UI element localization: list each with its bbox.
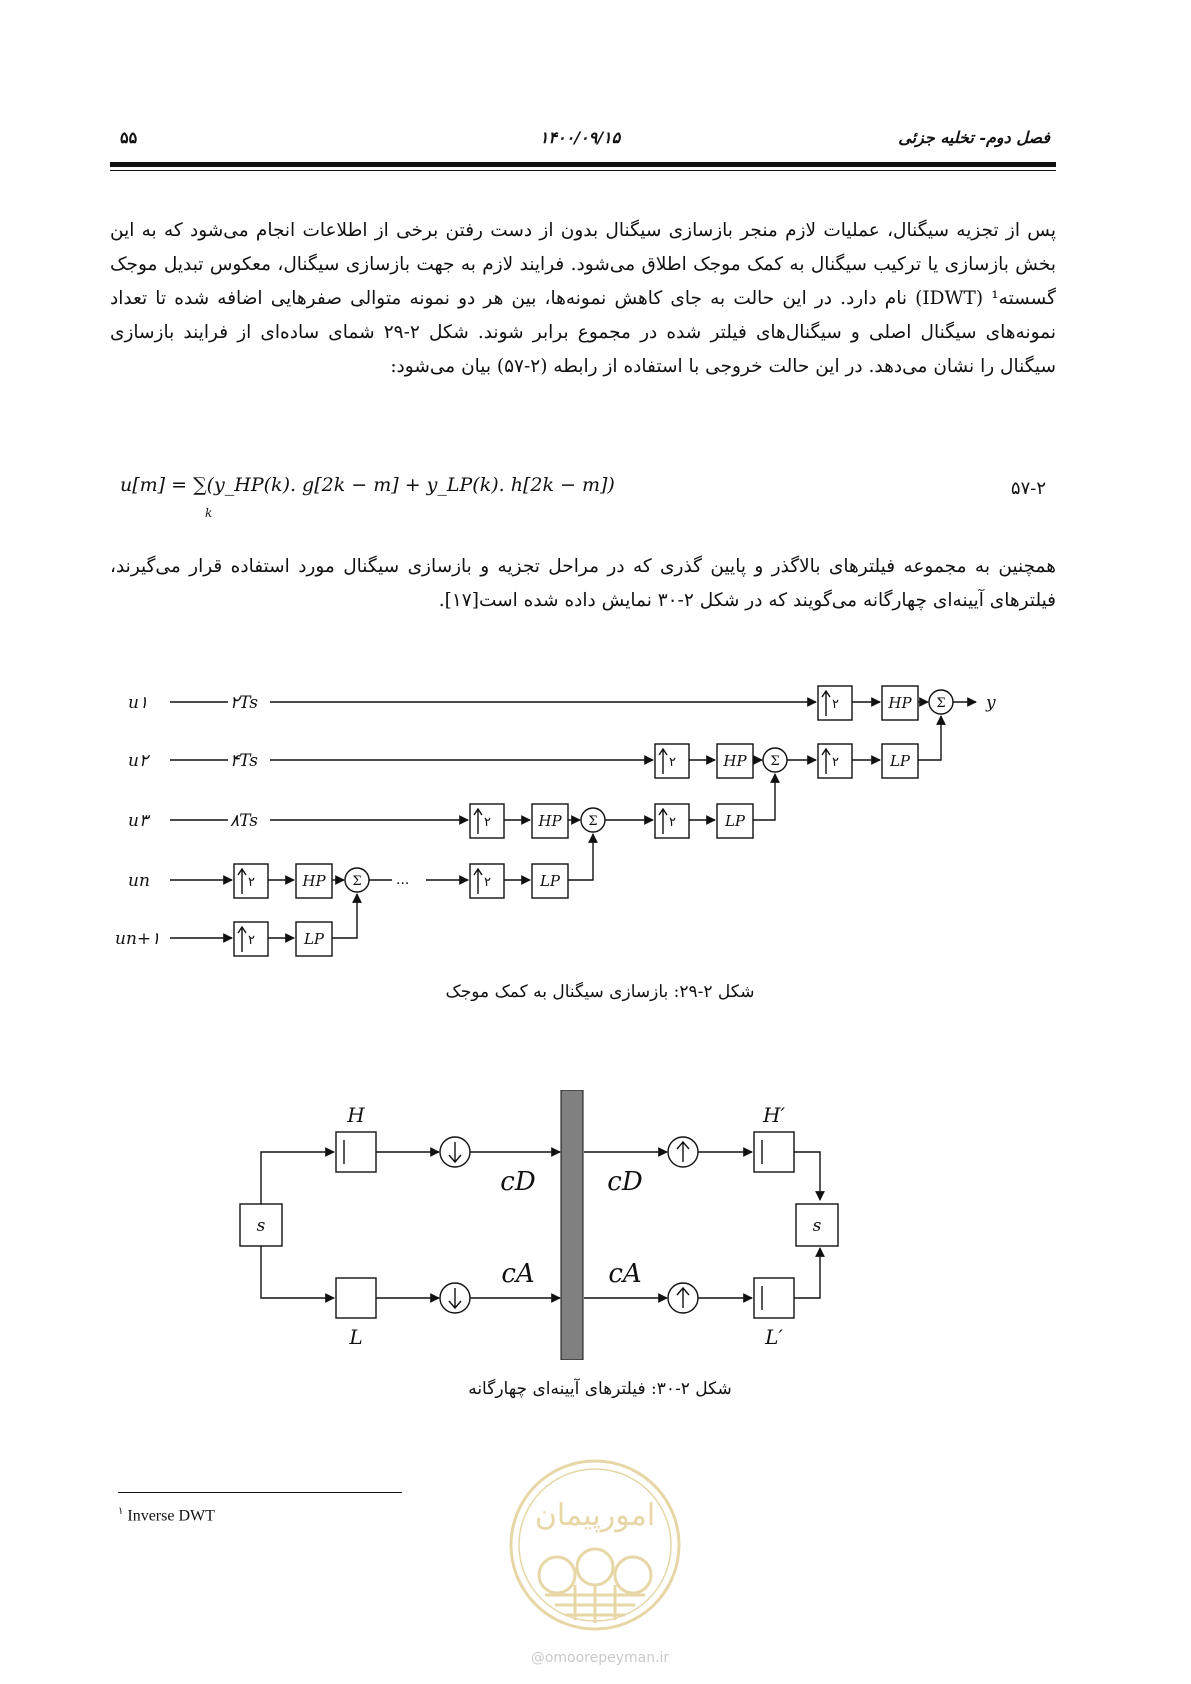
hp-filter-label: HP [723,752,747,770]
upsample-factor: ۲ [669,815,676,830]
input-label-u1: u۱ [128,693,149,713]
sum-node: Σ [588,814,598,829]
sum-node: Σ [770,754,780,769]
upsample-factor: ۲ [248,875,255,890]
header-rule-thin [110,170,1056,171]
footnote-text: Inverse DWT [127,1507,215,1525]
quantization-bar [561,1090,583,1360]
watermark-logo [505,1455,685,1635]
input-label-u2: u۲ [128,751,149,771]
upsample-factor: ۲ [832,697,839,712]
footnote-rule [118,1492,402,1493]
lp-filter-label: LP [539,872,561,890]
ellipsis: ... [396,872,410,888]
paragraph-reconstruction: پس از تجزیه سیگنال، عملیات لازم منجر بازسازی سیگنال بدون از دست رفتن برخی از اطلاعات انجام می‌شود که به این بخش بازسازی یا ترکیب سیگنال به کمک موجک اطلاق می‌شود. فرایند لازم به جهت بازسازی سیگنال، معکوس تبدیل موجک گسسته¹ (IDWT) نام دارد. در این حالت به جای کاهش نمونه‌ها، بین هر دو نمونه متوالی صفرهایی اضافه شده تا تعداد نمونه‌های سیگنال اصلی و سیگنال‌های فیلتر شده در مجموع برابر شوند. شکل ۲-۲۹ شمای ساده‌ای از فرایند بازسازی سیگنال را نشان می‌دهد. در این حالت خروجی با استفاده از رابطه (۲-۵۷) بیان می‌شود: [110,220,1057,377]
equation-57: u[m] = ∑(y_HP(k). g[2k − m] + y_LP(k). h[2k − m]) [120,474,615,496]
approx-coeff-left: cA [501,1259,535,1289]
delay-label-2ts: ۲Ts [230,693,258,713]
upsample-factor: ۲ [832,755,839,770]
page-number: ۵۵ [120,128,138,147]
sum-node: Σ [352,874,362,889]
upsample-factor: ۲ [484,815,491,830]
paragraph-mirror-filters: همچنین به مجموعه فیلترهای بالاگذر و پایین گذری که در مراحل تجزیه و بازسازی سیگنال مورد استفاده قرار می‌گیرند، فیلترهای آیینه‌ای چهارگانه می‌گویند که در شکل ۲-۳۰ نمایش داده شده است[۱۷]. [110,556,1056,611]
approx-coeff-right: cA [608,1259,642,1289]
footnote-marker: ۱ [118,1506,124,1517]
equation-sum-subscript: k [205,506,213,520]
detail-coeff-left: cD [500,1167,536,1197]
delay-label-8ts: ۸Ts [230,811,258,831]
figure-30-caption: شکل ۲-۳۰: فیلترهای آیینه‌ای چهارگانه [468,1379,732,1399]
hp-filter-label: HP [302,872,326,890]
hp-filter-label: HP [538,812,562,830]
watermark-url: @omoorepeyman.ir [530,1650,670,1666]
hp-filter-label: HP [888,694,912,712]
filter-h-label: H [347,1103,365,1127]
lp-filter-label: LP [303,930,325,948]
lp-filter-label: LP [889,752,911,770]
filter-l-label: L [349,1325,363,1349]
output-label-y: y [986,693,996,713]
delay-label-4ts: ۴Ts [230,751,258,771]
filter-h-prime-label: H′ [763,1103,785,1127]
detail-coeff-right: cD [607,1167,643,1197]
wavelet-reconstruction-diagram [110,680,1010,960]
sum-node: Σ [936,696,946,711]
chapter-title: فصل دوم- تخلیه جزئی [898,128,1050,147]
output-signal-label: s [812,1216,822,1236]
header-rule-thick [110,162,1056,167]
upsample-factor: ۲ [484,875,491,890]
source-signal-label: s [256,1216,266,1236]
quadrature-mirror-filter-diagram [230,1090,930,1360]
footnote [118,1506,215,1525]
filter-l-prime-label: L′ [765,1325,783,1349]
equation-number: ۵۷-۲ [1010,478,1046,499]
header-date: ۱۴۰۰/۰۹/۱۵ [539,128,621,147]
upsample-factor: ۲ [669,755,676,770]
watermark-logo-text: امورپیمان [534,1498,656,1533]
figure-29-caption: شکل ۲-۲۹: بازسازی سیگنال به کمک موجک [445,982,755,1002]
input-label-u3: u۳ [128,811,149,831]
lp-filter-label: LP [724,812,746,830]
input-label-un: un [128,871,150,891]
upsample-factor: ۲ [248,933,255,948]
input-label-un-plus-1: un+۱ [115,929,161,949]
